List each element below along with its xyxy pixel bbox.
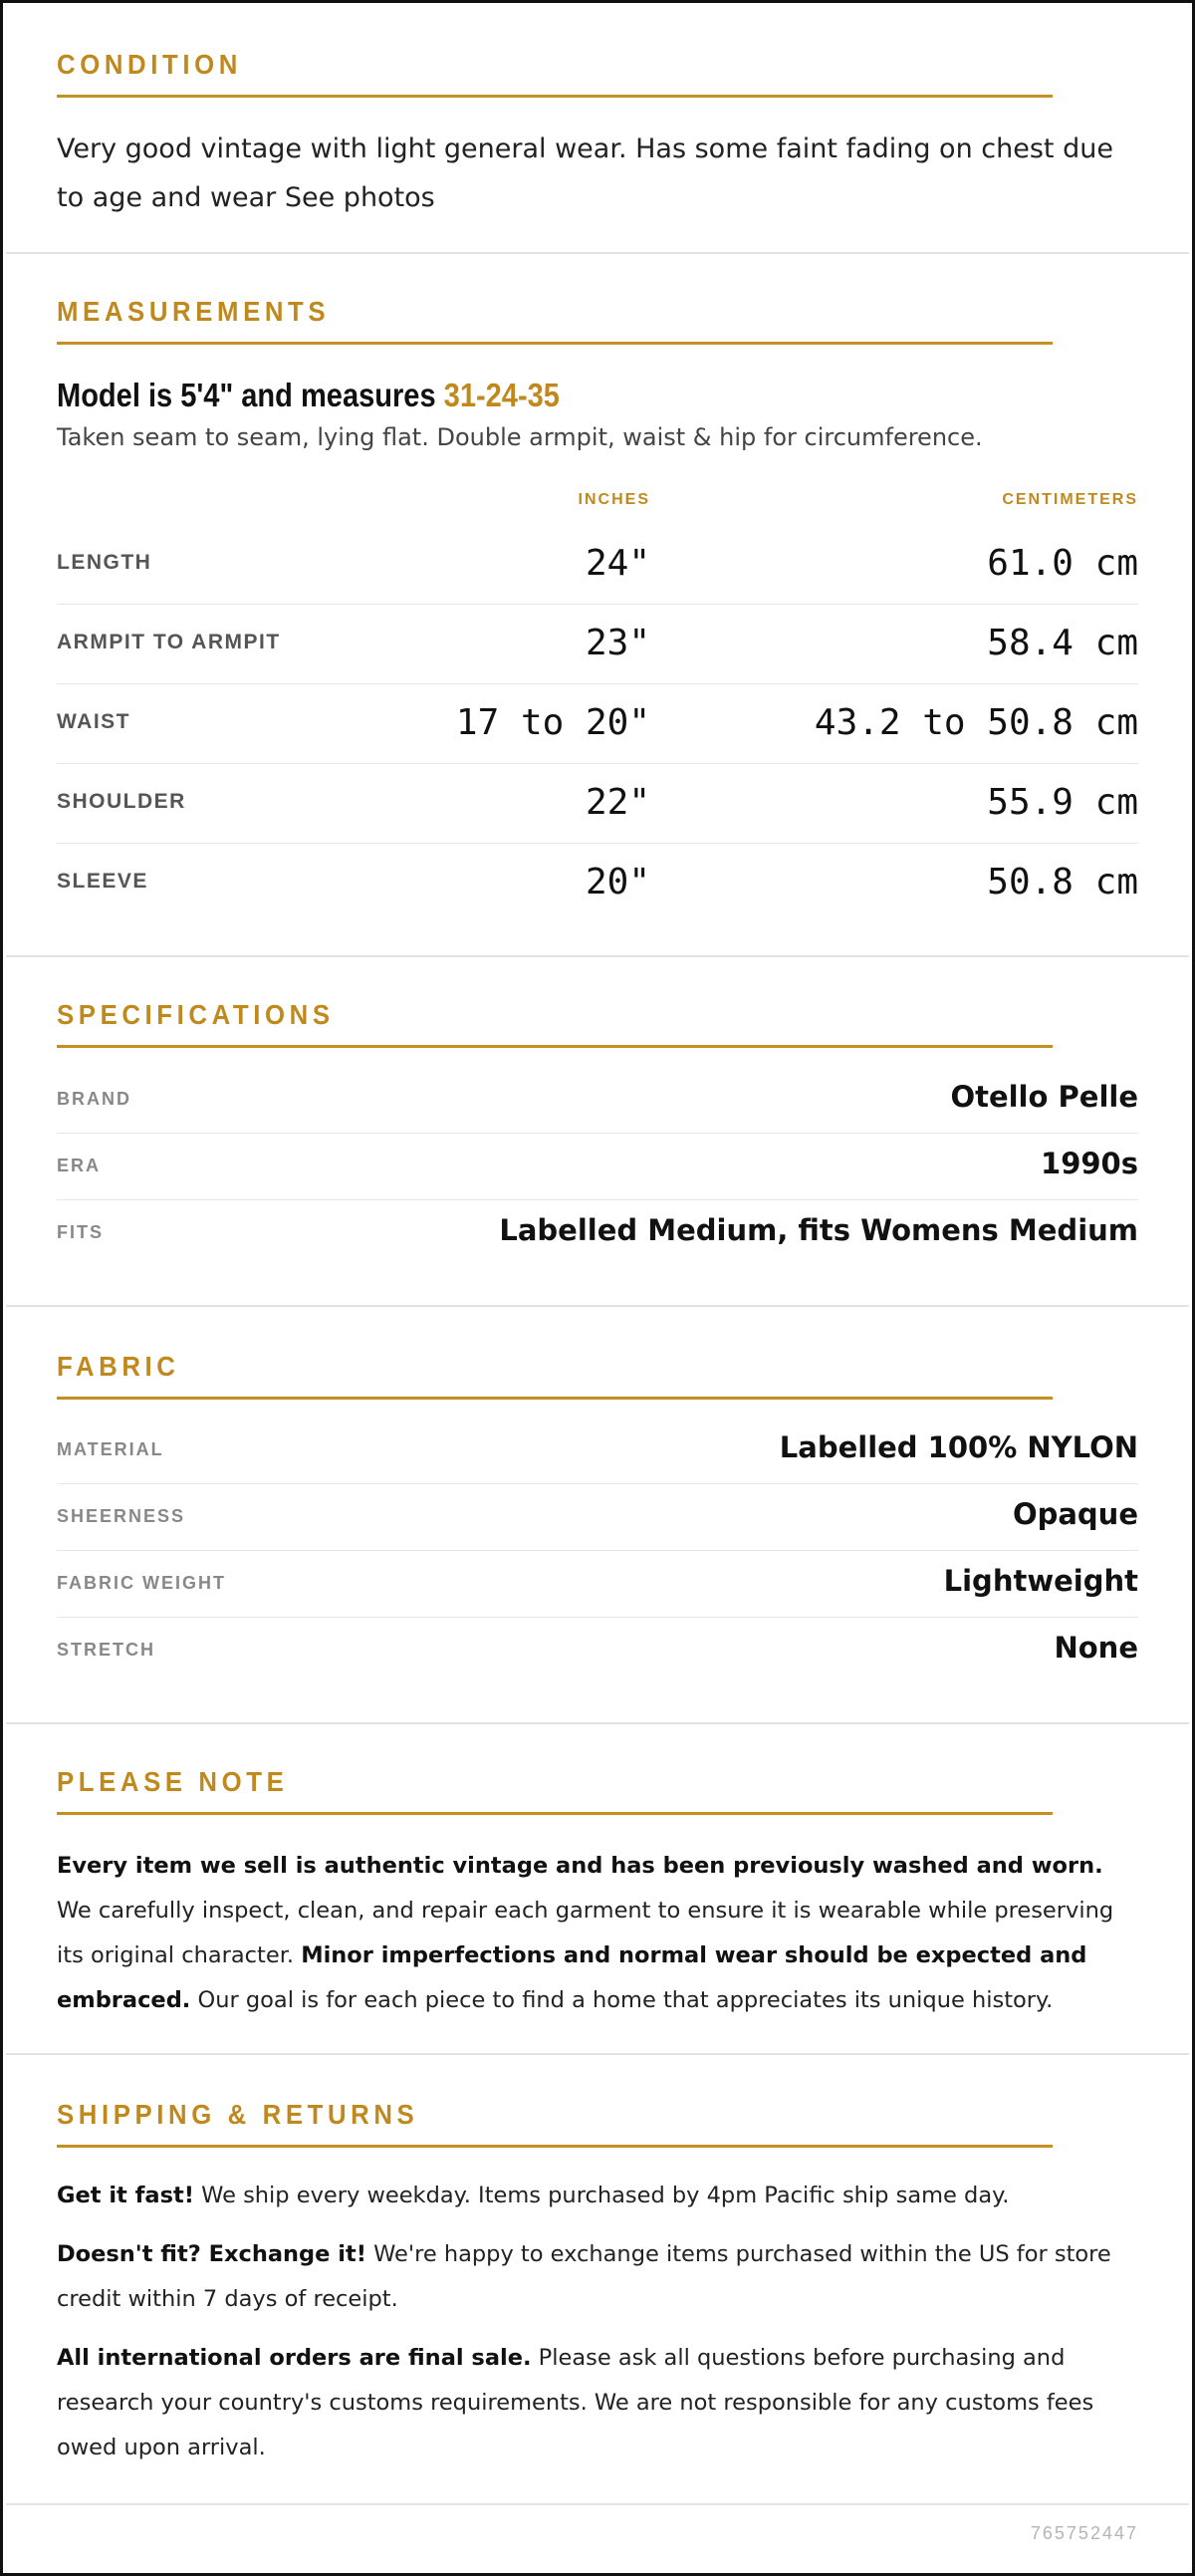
spec-value: Labelled Medium, fits Womens Medium [499,1213,1138,1247]
note-text-2: Our goal is for each piece to find a home that appreciates its unique history. [190,1987,1054,2013]
fabric-label: SHEERNESS [57,1506,186,1526]
ship-text-2: We're happy to exchange items purchased within the US for store credit within 7 days of receipt. [57,2241,1111,2312]
fabric-row-material [57,1417,1138,1484]
fabric-value: Opaque [1012,1497,1138,1531]
measurement-row-sleeve [57,844,1138,923]
fabric-section [6,1307,1189,1724]
measurement-cm: 55.9 cm [987,782,1138,823]
fabric-heading: FABRIC [57,1351,1053,1400]
fabric-row-stretch [57,1618,1138,1684]
ship-bold-1: Get it fast! [57,2183,194,2208]
ship-bold-2: Doesn't fit? Exchange it! [57,2241,366,2267]
fabric-label: FABRIC WEIGHT [57,1573,226,1593]
spec-row-fits [57,1200,1138,1267]
model-measure-value: 31-24-35 [443,377,560,413]
ship-bold-3: All international orders are final sale. [57,2345,532,2371]
measurement-inches: 22" [585,782,650,823]
measurement-row-length [57,525,1138,605]
spec-label: FITS [57,1222,104,1242]
measurement-row-shoulder [57,764,1138,844]
centimeters-column-header: CENTIMETERS [1002,491,1138,508]
fabric-value: Lightweight [943,1564,1138,1598]
shipping-paragraph-1 [57,2174,1138,2218]
measurement-label: LENGTH [57,551,152,574]
note-bold-1: Every item we sell is authentic vintage and has been previously washed and worn. [57,1853,1103,1879]
measurement-label: WAIST [57,710,130,733]
specifications-section [6,957,1189,1307]
measurement-inches: 20" [585,862,650,902]
spec-row-brand [57,1067,1138,1134]
shipping-paragraph-3 [57,2336,1138,2470]
measurement-cm: 61.0 cm [987,543,1138,584]
measurements-section [6,254,1189,957]
note-bold-2: Minor imperfections and normal wear should be expected and embraced. [57,1942,1087,2013]
measurement-cm: 58.4 cm [987,623,1138,663]
measurement-label: ARMPIT TO ARMPIT [57,631,281,653]
spec-value: 1990s [1041,1147,1138,1180]
measurement-inches: 17 to 20" [455,702,650,743]
condition-text: Very good vintage with light general wear. Has some faint fading on chest due to age and wear See photos [57,133,1113,213]
spec-value: Otello Pelle [950,1080,1138,1114]
measurement-inches: 24" [585,543,650,584]
condition-heading: CONDITION [57,49,1053,98]
measurement-inches: 23" [585,623,650,663]
measurement-cm: 43.2 to 50.8 cm [814,702,1138,743]
spec-row-era [57,1134,1138,1200]
measurements-subtext: Taken seam to seam, lying flat. Double armpit, waist & hip for circumference. [57,423,983,451]
fabric-row-weight [57,1551,1138,1618]
fabric-value: Labelled 100% NYLON [779,1430,1138,1464]
please-note-text [57,1844,1138,2023]
please-note-heading: PLEASE NOTE [57,1766,1053,1815]
measurement-label: SLEEVE [57,870,148,893]
measurement-label: SHOULDER [57,790,186,813]
fabric-label: STRETCH [57,1640,155,1660]
model-prefix: Model is 5'4" and measures [57,377,444,413]
fabric-value: None [1054,1631,1138,1665]
inches-column-header: INCHES [578,491,650,508]
measurement-row-waist [57,684,1138,764]
product-id: 765752447 [1030,2523,1138,2543]
fabric-label: MATERIAL [57,1439,164,1459]
measurement-cm: 50.8 cm [987,862,1138,902]
spec-label: BRAND [57,1089,131,1109]
shipping-heading: SHIPPING & RETURNS [57,2099,1053,2148]
shipping-paragraph-2 [57,2232,1138,2322]
model-measurements [57,377,560,414]
ship-text-1: We ship every weekday. Items purchased by 4pm Pacific ship same day. [194,2183,1010,2208]
measurements-heading: MEASUREMENTS [57,296,1053,345]
ship-text-3: Please ask all questions before purchasing and research your country's customs requirements. We are not responsible for any customs fees owed upon arrival. [57,2345,1094,2460]
spec-label: ERA [57,1156,102,1175]
specifications-heading: SPECIFICATIONS [57,999,1053,1048]
shipping-section [6,2055,1189,2505]
fabric-row-sheerness [57,1484,1138,1551]
measurement-row-armpit [57,605,1138,684]
please-note-section [6,1724,1189,2055]
note-text-1: We carefully inspect, clean, and repair each garment to ensure it is wearable while preserving its original character. [57,1898,1114,1968]
condition-section [6,3,1189,254]
